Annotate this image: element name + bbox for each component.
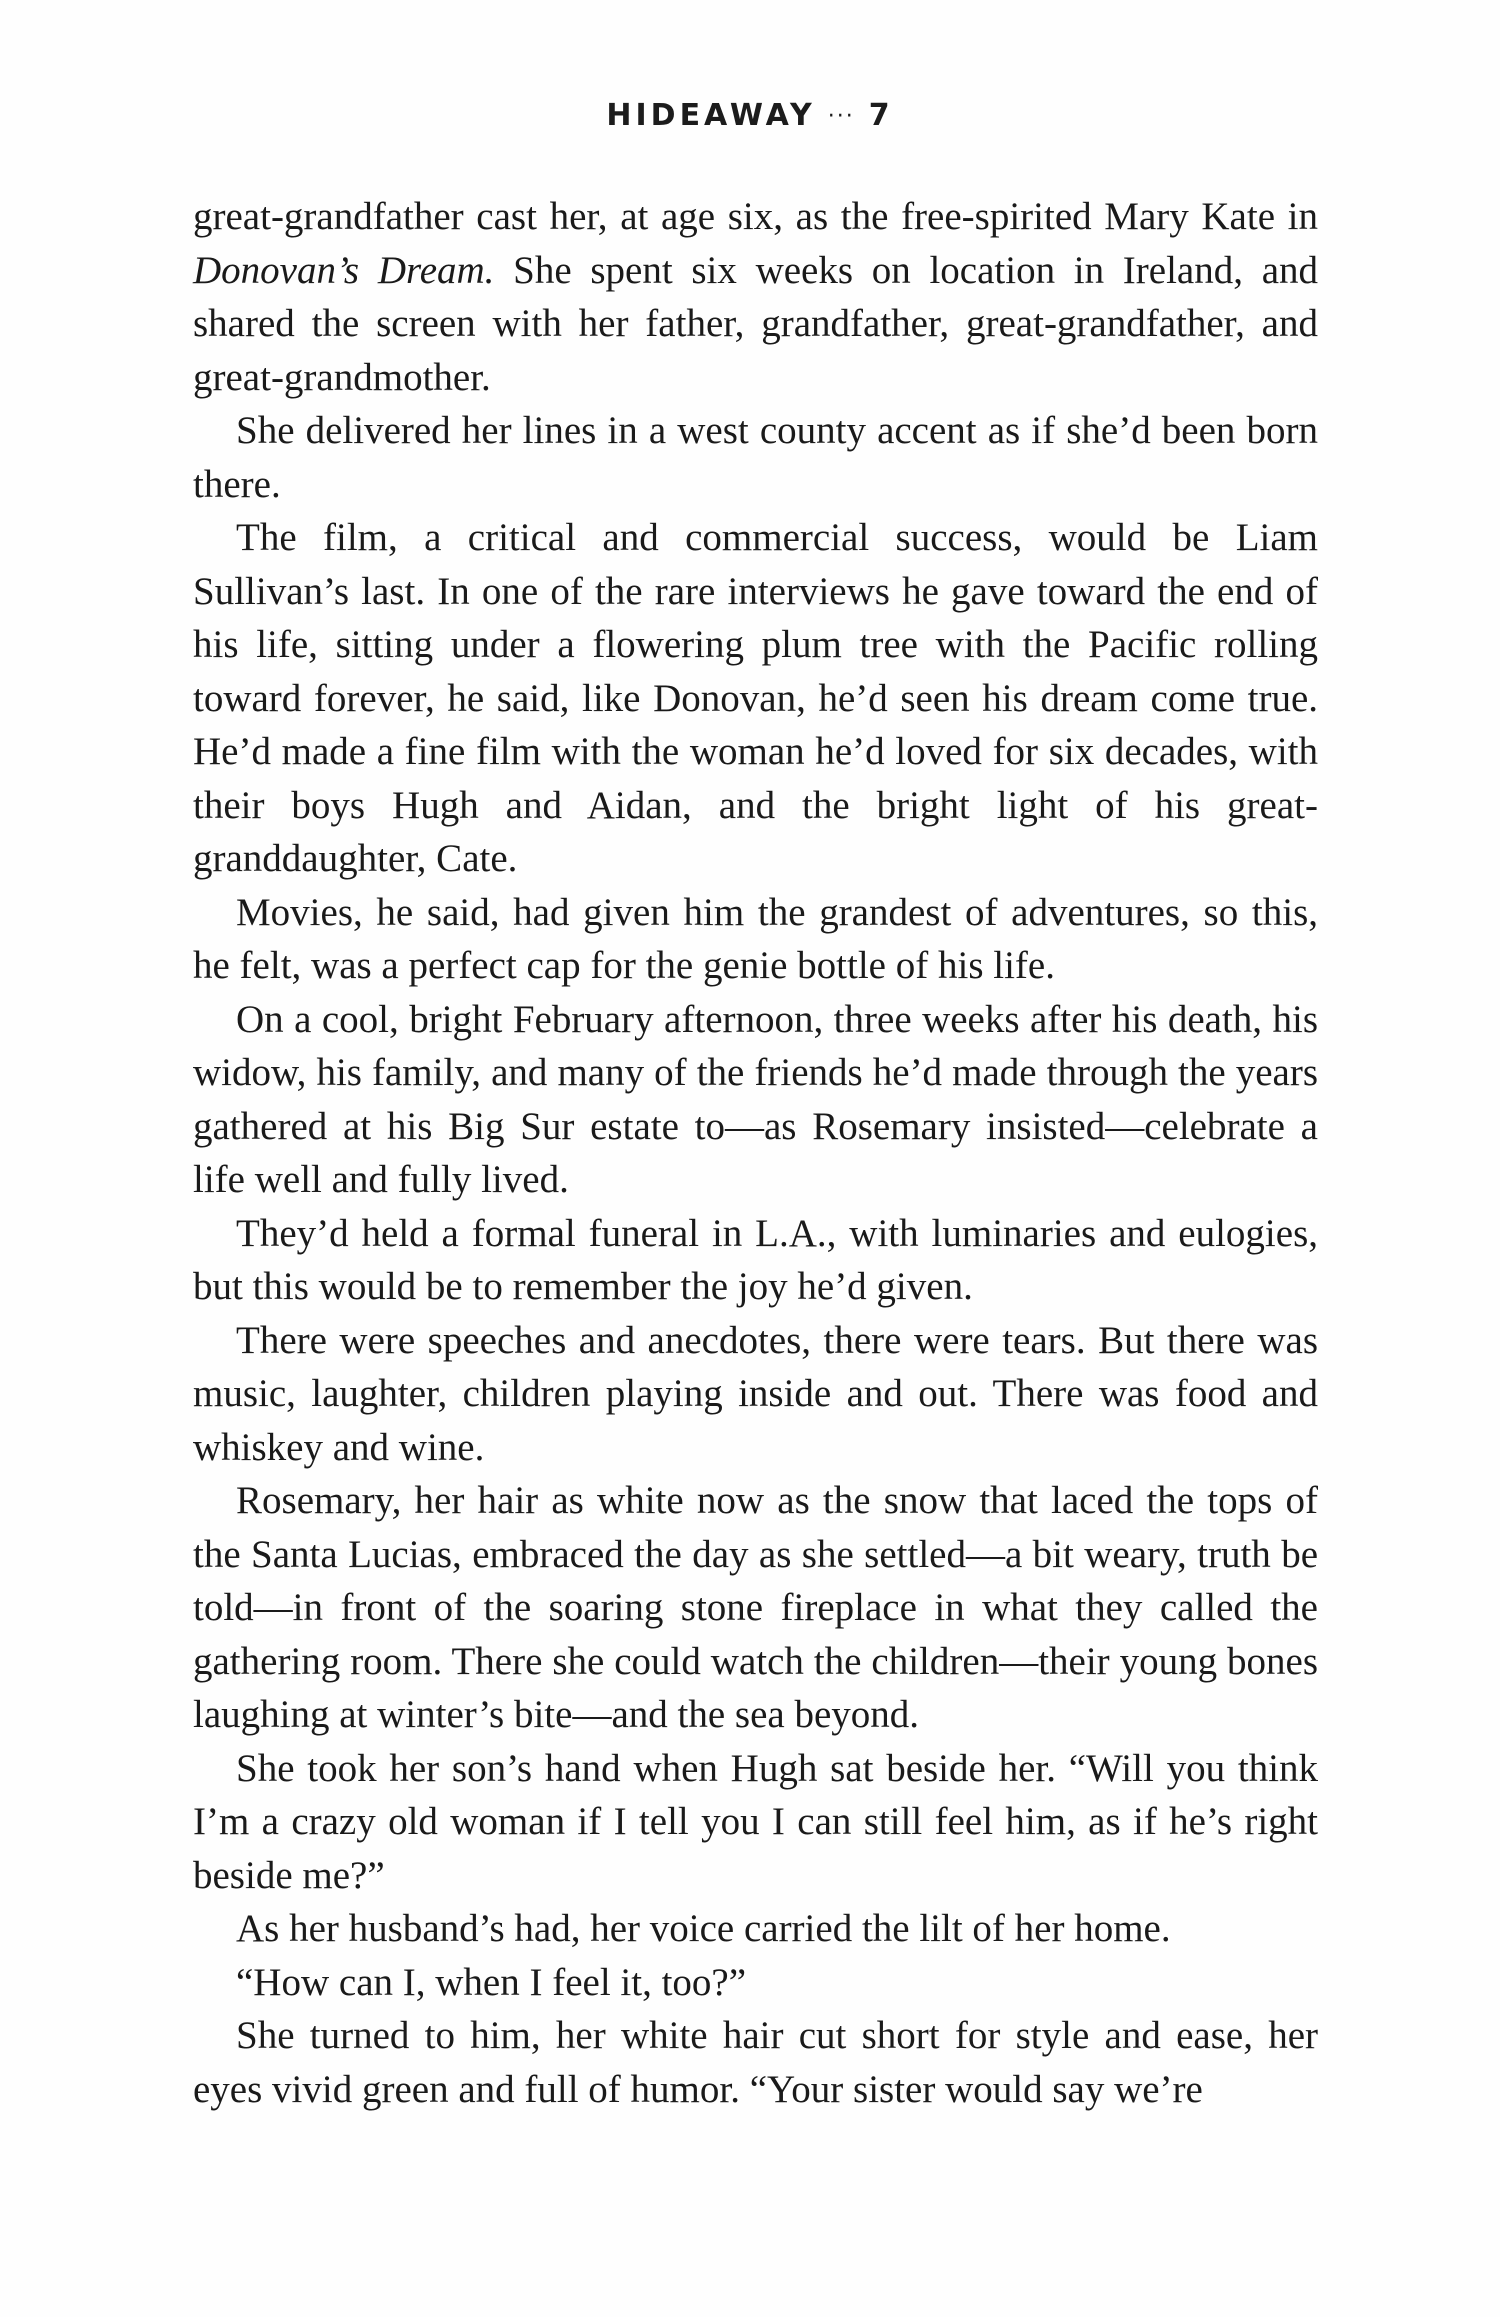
paragraph: She delivered her lines in a west county accent as if she’d been born there. bbox=[193, 409, 1318, 506]
paragraph: Rosemary, her hair as white now as the snow that laced the tops of the Santa Lucias, embraced the day as she settled—a bit weary, truth be told—in front of the soaring stone fireplace in what they called the gathering room. There she could watch the children—their young bones laughing at winter’s bite—and the sea beyond. bbox=[193, 1479, 1318, 1736]
paragraph: great-grandfather cast her, at age six, as the free-spirited Mary Kate in Donovan’s Dream. She spent six weeks on location in Ireland, and shared the screen with her father, grandfather, great-grandfather, and great-grandmother. bbox=[193, 195, 1319, 399]
film-title: Donovan’s Dream. bbox=[193, 248, 495, 292]
paragraph: Movies, he said, had given him the grandest of adventures, so this, he felt, was a perfect cap for the genie bottle of his life. bbox=[193, 890, 1318, 987]
paragraph: “How can I, when I feel it, too?” bbox=[236, 1960, 747, 2004]
header-separator: ··· bbox=[827, 104, 855, 129]
paragraph: She turned to him, her white hair cut short for style and ease, her eyes vivid green and full of humor. “Your sister would say we’re bbox=[193, 2014, 1318, 2111]
paragraph: They’d held a formal funeral in L.A., with luminaries and eulogies, but this would be to remember the joy he’d given. bbox=[193, 1211, 1318, 1308]
paragraph: On a cool, bright February afternoon, three weeks after his death, his widow, his family, and many of the friends he’d made through the years gathered at his Big Sur estate to—as Rosemary insisted—celebrate a life well and fully lived. bbox=[193, 997, 1318, 1201]
paragraph: The film, a critical and commercial success, would be Liam Sullivan’s last. In one of the rare interviews he gave toward the end of his life, sitting under a flowering plum tree with the Pacific rolling toward forever, he said, like Donovan, he’d seen his dream come true. He’d made a fine film with the woman he’d loved for six decades, with their boys Hugh and Aidan, and the bright light of his great-granddaughter, Cate. bbox=[193, 516, 1318, 880]
book-title: HIDEAWAY bbox=[606, 98, 816, 133]
paragraph: She took her son’s hand when Hugh sat beside her. “Will you think I’m a crazy old woman if I tell you I can still feel him, as if he’s right beside me?” bbox=[193, 1746, 1318, 1897]
paragraph: There were speeches and anecdotes, there were tears. But there was music, laughter, children playing inside and out. There was food and whiskey and wine. bbox=[193, 1318, 1318, 1469]
running-head bbox=[0, 98, 1500, 133]
paragraph: As her husband’s had, her voice carried the lilt of her home. bbox=[236, 1907, 1171, 1950]
body-text bbox=[193, 190, 1318, 2116]
page-number: 7 bbox=[868, 98, 894, 133]
